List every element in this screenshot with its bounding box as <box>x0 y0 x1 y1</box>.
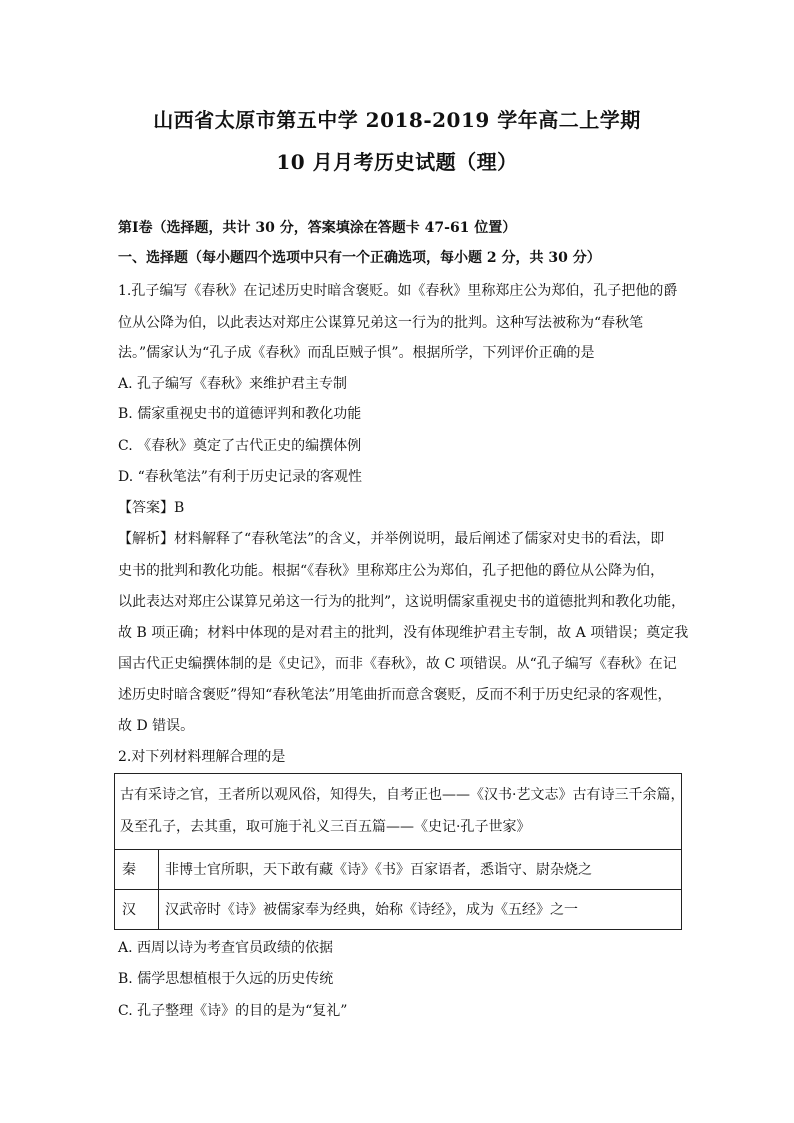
table-row-label-cell <box>115 890 159 929</box>
table-row-text: 及至孔子，去其重，取可施于礼义三百五篇——《史记·孔子世家》 <box>120 819 531 835</box>
question-1-analysis-line: 故 B 项正确；材料中体现的是对君主的批判，没有体现维护君主专制，故 A 项错误；奠定我 <box>118 625 689 641</box>
question-2-option-c: C. 孔子整理《诗》的目的是为“复礼” <box>118 1003 348 1019</box>
question-1-option-c: C. 《春秋》奠定了古代正史的编撰体例 <box>118 438 362 454</box>
section-header: 第Ⅰ卷（选择题，共计 30 分，答案填涂在答题卡 47-61 位置） <box>118 220 517 236</box>
table-row-label-cell <box>115 850 159 889</box>
table-row-text: 汉武帝时《诗》被儒家奉为经典，始称《诗经》，成为《五经》之一 <box>165 902 578 918</box>
question-2-stem: 2.对下列材料理解合理的是 <box>118 749 286 765</box>
exam-title-line1: 山西省太原市第五中学 2018-2019 学年高二上学期 <box>153 108 641 132</box>
table-row <box>115 850 681 890</box>
question-1-option-a: A. 孔子编写《春秋》来维护君主专制 <box>118 376 348 392</box>
exam-title-line2: 10 月月考历史试题（理） <box>276 150 518 174</box>
question-1-analysis-line: 述历史时暗含褒贬”得知“春秋笔法”用笔曲折而意含褒贬，反而不利于历史纪录的客观性， <box>118 687 672 703</box>
question-2-option-b: B. 儒学思想植根于久远的历史传统 <box>118 971 334 987</box>
question-1-stem-line: 1.孔子编写《春秋》在记述历史时暗含褒贬。如《春秋》里称郑庄公为郑伯，孔子把他的爵 <box>118 283 678 299</box>
question-1-stem-line: 法。”儒家认为“孔子成《春秋》而乱臣贼子惧”。根据所学，下列评价正确的是 <box>118 345 595 361</box>
question-1-answer: 【答案】B <box>118 500 185 516</box>
question-1-analysis-line: 【解析】材料解释了“春秋笔法”的含义，并举例说明，最后阐述了儒家对史书的看法，即 <box>118 531 665 547</box>
question-1-analysis-line: 史书的批判和教化功能。根据“《春秋》里称郑庄公为郑伯，孔子把他的爵位从公降为伯， <box>118 563 665 579</box>
question-1-analysis-line: 以此表达对郑庄公谋算兄弟这一行为的批判”，这说明儒家重视史书的道德批判和教化功能， <box>118 594 686 610</box>
question-1-option-d: D. “春秋笔法”有利于历史记录的客观性 <box>118 469 362 485</box>
table-row <box>115 890 681 929</box>
question-1-stem-line: 位从公降为伯，以此表达对郑庄公谋算兄弟这一行为的批判。这种写法被称为“春秋笔 <box>118 315 644 331</box>
table-row <box>115 774 685 850</box>
question-1-option-b: B. 儒家重视史书的道德评判和教化功能 <box>118 406 362 422</box>
table-row-label: 汉 <box>122 902 136 918</box>
question-1-analysis-line: 国古代正史编撰体制的是《史记》，而非《春秋》，故 C 项错误。从“孔子编写《春秋》在记 <box>118 656 677 672</box>
table-row-text: 非博士官所职，天下敢有藏《诗》《书》百家语者，悉诣守、尉杂烧之 <box>165 862 592 878</box>
table-row-label: 秦 <box>122 862 136 878</box>
question-2-option-a: A. 西周以诗为考查官员政绩的依据 <box>118 940 334 956</box>
material-table <box>114 773 685 930</box>
question-1-analysis-line: 故 D 错误。 <box>118 718 195 734</box>
table-row-text: 古有采诗之官，王者所以观风俗，知得失，自考正也——《汉书·艺文志》古有诗三千余篇， <box>120 787 685 803</box>
part-header: 一、选择题（每小题四个选项中只有一个正确选项，每小题 2 分，共 30 分） <box>118 250 601 266</box>
